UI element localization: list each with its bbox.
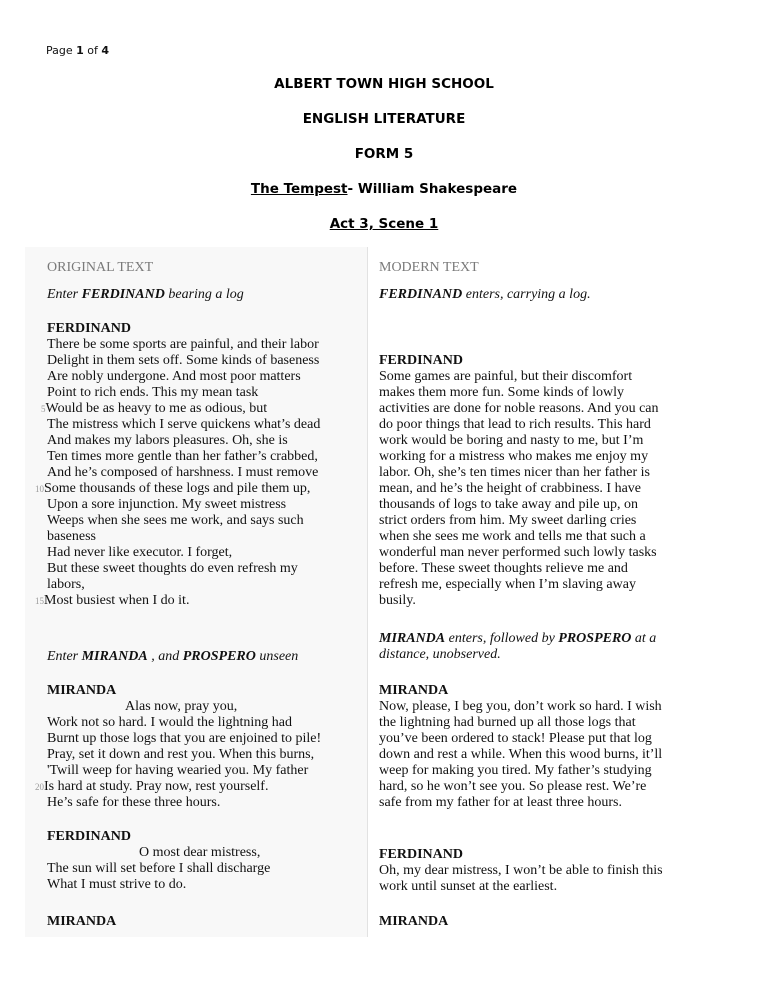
text-line: Now, please, I beg you, don’t work so hard. I wish xyxy=(379,699,662,714)
text-line: wonderful man never performed such lowly tasks xyxy=(379,545,657,560)
text-line: Point to rich ends. This my mean task xyxy=(47,385,259,400)
text-line: thousands of logs to take away and pile up, on xyxy=(379,497,638,512)
text-line: Ten times more gentle than her father’s crabbed, xyxy=(47,449,318,464)
original-column-header: ORIGINAL TEXT xyxy=(47,260,154,275)
text-line: busily. xyxy=(379,593,416,608)
text-line: activities are done for noble reasons. And you can xyxy=(379,401,659,416)
text-line: down and rest a while. When this wood burns, it’ll xyxy=(379,747,663,762)
text-line: Some games are painful, but their discomfort xyxy=(379,369,633,384)
text-line: Upon a sore injunction. My sweet mistress xyxy=(47,497,287,512)
text-line: safe from my father for at least three hours. xyxy=(379,795,622,810)
stage-direction: Enter FERDINAND bearing a log xyxy=(47,287,244,302)
form-title: FORM 5 xyxy=(354,146,414,162)
text-line: Are nobly undergone. And most poor matters xyxy=(47,369,301,384)
speaker-name: MIRANDA xyxy=(379,914,449,929)
play-heading xyxy=(0,181,768,197)
text-line: What I must strive to do. xyxy=(47,877,187,892)
text-line: weep for making you tired. My father’s studying xyxy=(379,763,652,778)
speaker-name: FERDINAND xyxy=(47,321,131,336)
text-line: Weeps when she sees me work, and says such xyxy=(47,513,304,528)
subject-title: ENGLISH LITERATURE xyxy=(302,111,466,127)
line-number: 15 xyxy=(35,596,44,606)
verse-line: O most dear mistress, xyxy=(139,845,261,860)
line-number: 20 xyxy=(35,782,44,792)
text-line: But these sweet thoughts do even refresh my xyxy=(47,561,298,576)
stage-direction: Enter MIRANDA , and PROSPERO unseen xyxy=(47,649,299,664)
text-line: labors, xyxy=(47,577,85,592)
verse-line: Alas now, pray you, xyxy=(125,699,238,714)
text-line: before. These sweet thoughts relieve me and xyxy=(379,561,628,576)
speaker-name: MIRANDA xyxy=(47,914,117,929)
speaker-name: FERDINAND xyxy=(379,353,463,368)
text-line: strict orders from him. My sweet darling cries xyxy=(379,513,637,528)
stage-direction: MIRANDA enters, followed by PROSPERO at a xyxy=(379,631,657,646)
play-author: - William Shakespeare xyxy=(347,181,518,197)
line-number: 5 xyxy=(41,404,46,414)
text-line: The mistress which I serve quickens what’s dead xyxy=(47,417,321,432)
text-line: 20Is hard at study. Pray now, rest yourself. xyxy=(35,779,269,794)
text-comparison-table xyxy=(25,247,745,937)
text-line: work until sunset at the earliest. xyxy=(379,879,558,894)
page-number: Page 1 of 4 xyxy=(46,44,110,57)
text-line: you’ve been ordered to stack! Please put that log xyxy=(379,731,652,746)
line-number: 10 xyxy=(35,484,44,494)
text-line: the lightning had burned up all those logs that xyxy=(379,715,636,730)
text-line: makes them more fun. Some kinds of lowly xyxy=(379,385,624,400)
text-line: working for a mistress who makes me enjoy my xyxy=(379,449,649,464)
text-line: Oh, my dear mistress, I won’t be able to finish this xyxy=(379,863,663,878)
modern-text-column xyxy=(368,247,745,937)
modern-column-header: MODERN TEXT xyxy=(379,260,479,275)
text-line: And he’s composed of harshness. I must remove xyxy=(47,465,319,480)
text-line: And makes my labors pleasures. Oh, she is xyxy=(47,433,288,448)
text-line: The sun will set before I shall discharge xyxy=(47,861,271,876)
speaker-name: FERDINAND xyxy=(379,847,463,862)
text-line: 10Some thousands of these logs and pile them up, xyxy=(35,481,311,496)
speaker-name: FERDINAND xyxy=(47,829,131,844)
text-line: Pray, set it down and rest you. When this burns, xyxy=(47,747,315,762)
text-line: refresh me, especially when I’m slaving away xyxy=(379,577,636,592)
stage-direction: FERDINAND enters, carrying a log. xyxy=(379,287,591,302)
text-line: 15Most busiest when I do it. xyxy=(35,593,190,608)
text-line: 'Twill weep for having wearied you. My father xyxy=(47,763,309,778)
text-line: Burnt up those logs that you are enjoined to pile! xyxy=(47,731,322,746)
text-line: Work not so hard. I would the lightning had xyxy=(47,715,293,730)
speaker-name: MIRANDA xyxy=(379,683,449,698)
text-line: He’s safe for these three hours. xyxy=(47,795,221,810)
text-line: do poor things that lead to rich results. This hard xyxy=(379,417,651,432)
text-line: hard, so he won’t see you. So please rest. We’re xyxy=(379,779,647,794)
text-line: labor. Oh, she’s ten times nicer than her father is xyxy=(379,465,650,480)
text-line: There be some sports are painful, and their labor xyxy=(47,337,319,352)
text-line: Delight in them sets off. Some kinds of baseness xyxy=(47,353,320,368)
text-line: when she sees me work and tells me that such a xyxy=(379,529,646,544)
text-line: 5Would be as heavy to me as odious, but xyxy=(41,401,268,416)
act-scene-title: Act 3, Scene 1 xyxy=(329,216,439,232)
text-line: work would be boring and nasty to me, but I’m xyxy=(379,433,644,448)
original-text-column xyxy=(25,247,368,937)
stage-direction-continued: distance, unobserved. xyxy=(379,647,501,662)
text-line: mean, and he’s the height of crabbiness. I have xyxy=(379,481,642,496)
school-name: ALBERT TOWN HIGH SCHOOL xyxy=(274,76,494,92)
play-title: The Tempest xyxy=(250,181,348,197)
text-line: baseness xyxy=(47,529,96,544)
speaker-name: MIRANDA xyxy=(47,683,117,698)
text-line: Had never like executor. I forget, xyxy=(47,545,233,560)
